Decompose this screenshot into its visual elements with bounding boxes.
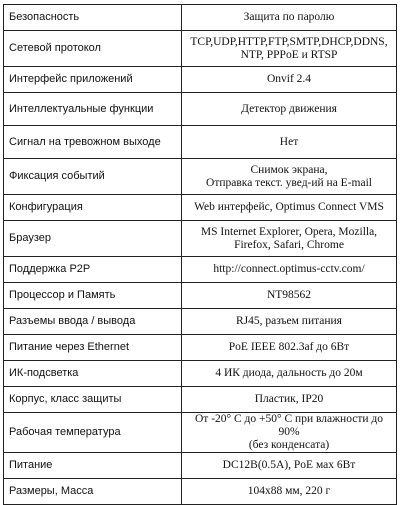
spec-value-line: http://connect.optimus-cctv.com/ bbox=[213, 263, 365, 275]
spec-label: Рабочая температура bbox=[4, 413, 182, 453]
spec-label: Сигнал на тревожном выходе bbox=[4, 126, 182, 159]
spec-value-line: Снимок экрана, bbox=[250, 163, 328, 176]
spec-row-p2p-support bbox=[4, 257, 397, 283]
spec-value-line: NT98562 bbox=[266, 289, 312, 301]
spec-value bbox=[182, 413, 397, 453]
spec-value bbox=[182, 479, 397, 505]
spec-value bbox=[182, 159, 397, 195]
spec-label: Размеры, Масса bbox=[4, 479, 182, 505]
spec-value-line: 104x88 мм, 220 г bbox=[247, 485, 331, 497]
spec-value bbox=[182, 31, 397, 67]
spec-value-line: Детектор движения bbox=[241, 102, 337, 115]
spec-value-line: DC12B(0.5A), PoE мах 6Вт bbox=[222, 459, 356, 471]
spec-value-line: Onvif 2.4 bbox=[266, 73, 312, 85]
spec-row-application-interface bbox=[4, 67, 397, 93]
spec-value-line: Отправка текст. увед-ий на E-mail bbox=[206, 176, 372, 189]
spec-value bbox=[182, 361, 397, 387]
spec-value bbox=[182, 453, 397, 479]
spec-value bbox=[182, 257, 397, 283]
spec-label: Браузер bbox=[4, 221, 182, 257]
spec-label: Поддержка P2P bbox=[4, 257, 182, 283]
specifications-body bbox=[4, 5, 397, 505]
specifications-table bbox=[3, 4, 397, 505]
spec-row-processor-memory bbox=[4, 283, 397, 309]
spec-label: Конфигурация bbox=[4, 195, 182, 221]
spec-row-event-recording bbox=[4, 159, 397, 195]
spec-value bbox=[182, 221, 397, 257]
spec-value-line: NTP, PPPoE и RTSP bbox=[240, 48, 338, 61]
spec-row-housing bbox=[4, 387, 397, 413]
spec-label: Интеллектуальные функции bbox=[4, 93, 182, 126]
spec-value bbox=[182, 67, 397, 93]
spec-value-line: Пластик, IP20 bbox=[254, 393, 324, 405]
spec-label: Процессор и Память bbox=[4, 283, 182, 309]
spec-label: Питание через Ethernet bbox=[4, 335, 182, 361]
spec-row-browser bbox=[4, 221, 397, 257]
spec-value bbox=[182, 335, 397, 361]
spec-value-line: TCP,UDP,HTTP,FTP,SMTP,DHCP,DDNS, bbox=[190, 35, 388, 48]
spec-label: Интерфейс приложений bbox=[4, 67, 182, 93]
spec-row-dimensions-weight bbox=[4, 479, 397, 505]
spec-value-line: (без конденсата) bbox=[248, 439, 330, 451]
spec-label: Корпус, класс защиты bbox=[4, 387, 182, 413]
spec-row-configuration bbox=[4, 195, 397, 221]
spec-label: Разъемы ввода / вывода bbox=[4, 309, 182, 335]
spec-value bbox=[182, 5, 397, 31]
spec-value-line: Защита по паролю bbox=[243, 11, 335, 23]
spec-label: Сетевой протокол bbox=[4, 31, 182, 67]
spec-value-line: Firefox, Safari, Chrome bbox=[234, 238, 344, 251]
spec-value-line: Web интерфейс, Optimus Connect VMS bbox=[194, 201, 384, 213]
spec-row-security bbox=[4, 5, 397, 31]
spec-value-line: RJ45, разъем питания bbox=[236, 315, 342, 327]
spec-label: Безопасность bbox=[4, 5, 182, 31]
spec-row-operating-temperature bbox=[4, 413, 397, 453]
spec-value bbox=[182, 309, 397, 335]
spec-value bbox=[182, 387, 397, 413]
spec-value-line: Нет bbox=[279, 135, 299, 148]
spec-value bbox=[182, 126, 397, 159]
spec-row-network-protocol bbox=[4, 31, 397, 67]
spec-value bbox=[182, 195, 397, 221]
spec-value-line: PoE IEEE 802.3af до 6Вт bbox=[228, 341, 350, 353]
spec-label: Питание bbox=[4, 453, 182, 479]
spec-label: ИК-подсветка bbox=[4, 361, 182, 387]
spec-row-ir-illumination bbox=[4, 361, 397, 387]
spec-row-alarm-output bbox=[4, 126, 397, 159]
spec-row-power bbox=[4, 453, 397, 479]
spec-label: Фиксация событий bbox=[4, 159, 182, 195]
spec-value-line: От -20° С до +50° С при влажности до 90% bbox=[195, 413, 383, 438]
spec-row-smart-functions bbox=[4, 93, 397, 126]
spec-row-poe bbox=[4, 335, 397, 361]
spec-value bbox=[182, 283, 397, 309]
spec-value-line: MS Internet Explorer, Opera, Mozilla, bbox=[200, 225, 378, 238]
spec-row-io-connectors bbox=[4, 309, 397, 335]
spec-value-line: 4 ИК диода, дальность до 20м bbox=[215, 367, 363, 379]
spec-value bbox=[182, 93, 397, 126]
